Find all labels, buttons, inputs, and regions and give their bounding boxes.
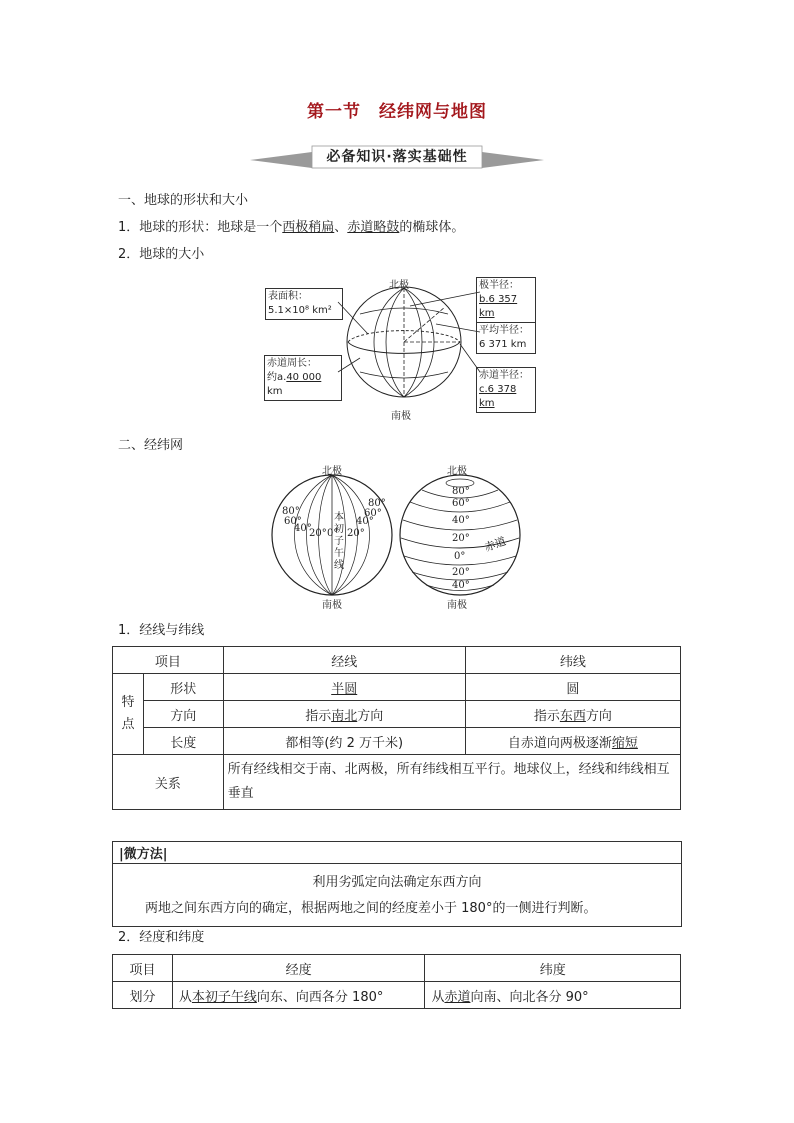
cell-latitude-division: 从赤道向南、向北各分 90° [425,982,681,1009]
table-row [113,728,681,755]
lat-label-zero: 0° [454,551,466,562]
header-meridian: 经线 [223,647,465,674]
row-label-relation: 关系 [113,755,224,810]
north-pole-label: 北极 [389,280,409,291]
graticule-north-left: 北极 [322,466,342,477]
equatorial-radius-box: 赤道半径： c.6 378 km [476,367,536,413]
header-parallel: 纬线 [465,647,680,674]
cell-parallel-shape: 圆 [465,674,680,701]
lon-label-w40: 40° [294,523,312,534]
lon-label-w60: 60° [284,516,302,527]
row-label-direction: 方向 [143,701,223,728]
cell-meridian-shape: 半圆 [223,674,465,701]
page-title: 第一节 经纬网与地图 [307,102,487,122]
table-header-row [113,955,681,982]
section-banner: 必备知识·落实基础性 [326,149,468,165]
lat-label-n80: 80° [452,486,470,497]
cell-parallel-length: 自赤道向两极逐渐缩短 [465,728,680,755]
row-label-length: 长度 [143,728,223,755]
lon-label-e80: 80° [368,498,386,509]
table-row [113,701,681,728]
table-row [113,755,681,810]
surface-area-box: 表面积： 5.1×10⁸ km² [265,288,343,320]
earth-shape-line: 1．地球的形状：地球是一个西极稍扁、赤道略鼓的椭球体。 [118,220,465,235]
header-latitude: 纬度 [425,955,681,982]
cell-longitude-division: 从本初子午线向东、向西各分 180° [172,982,425,1009]
graticule-south-left: 南极 [322,600,342,611]
lines-subheading: 1．经线与纬线 [118,623,205,638]
lon-label-w80: 80° [282,506,300,517]
lat-label-s20: 20° [452,567,470,578]
prime-meridian-label: 本初子午线 [334,512,344,571]
lat-label-n40: 40° [452,515,470,526]
section1-heading: 一、地球的形状和大小 [118,193,249,208]
cell-relation: 所有经线相交于南、北两极，所有纬线相互平行。地球仪上，经线和纬线相互垂直 [223,755,680,810]
lon-label-w20: 20° [309,528,327,539]
mean-radius-box: 平均半径： 6 371 km [476,322,536,354]
lon-label-zero: 0° [327,528,339,539]
equator-circumference-box: 赤道周长： 约a.40 000 km [264,355,342,401]
graticule-north-right: 北极 [447,466,467,477]
graticule-south-right: 南极 [447,600,467,611]
group-label-features: 特点 [113,674,144,755]
lon-lat-subheading: 2．经度和纬度 [118,930,205,945]
polar-radius-box: 极半径： b.6 357 km [476,277,536,323]
method-heading: 利用劣弧定向法确定东西方向 [312,875,482,890]
lat-label-n60: 60° [452,498,470,509]
longitude-latitude-table [112,954,681,1009]
row-label-division: 划分 [113,982,173,1009]
equator-label: 赤道 [482,534,508,555]
section2-heading: 二、经纬网 [118,438,184,453]
header-item: 项目 [113,955,173,982]
table-row [113,674,681,701]
method-divider [113,863,681,864]
earth-size-heading: 2．地球的大小 [118,247,205,262]
meridian-parallel-table [112,646,681,810]
blank-poles: 西极稍扁 [282,220,335,235]
cell-meridian-length: 都相等(约 2 万千米) [223,728,465,755]
table-header-row [113,647,681,674]
method-box [112,841,682,927]
header-longitude: 经度 [172,955,425,982]
cell-parallel-direction: 指示东西方向 [465,701,680,728]
cell-meridian-direction: 指示南北方向 [223,701,465,728]
south-pole-label: 南极 [391,411,411,422]
method-tag: |微方法| [119,847,168,862]
lon-label-e40: 40° [356,516,374,527]
lat-label-s40: 40° [452,580,470,591]
lon-label-e20: 20° [347,528,365,539]
row-label-shape: 形状 [143,674,223,701]
lon-label-e60: 60° [364,508,382,519]
method-body: 两地之间东西方向的确定，根据两地之间的经度差小于 180°的一侧进行判断。 [145,901,597,916]
lat-label-n20: 20° [452,533,470,544]
header-item: 项目 [113,647,224,674]
table-row [113,982,681,1009]
blank-equator: 赤道略鼓 [347,220,400,235]
